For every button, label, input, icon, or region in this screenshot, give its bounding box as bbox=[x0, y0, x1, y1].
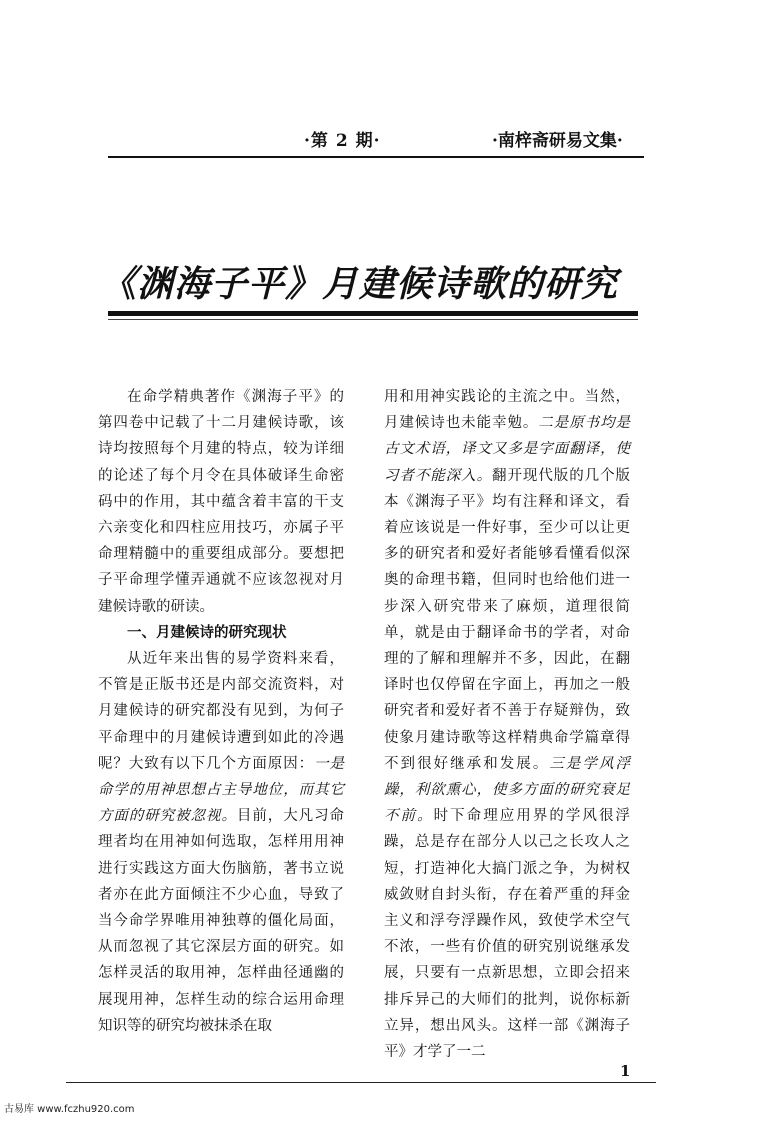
watermark: 古易库 www.fczhu920.com bbox=[4, 1104, 135, 1115]
issue-number: ·第 2 期· bbox=[304, 131, 381, 151]
emphasized-point: 三是学风浮躁，利欲熏心，使多方面的研究衰足不前。 bbox=[384, 755, 631, 825]
page-number: 1 bbox=[620, 1062, 631, 1080]
emphasized-point: 二是原书均是古文术语，译文又多是字面翻译，使习者不能深入。 bbox=[384, 415, 631, 484]
body-paragraph bbox=[98, 646, 344, 1039]
title-rule-thin bbox=[108, 319, 638, 320]
section-heading: 一、月建候诗的研究现状 bbox=[127, 623, 287, 641]
emphasized-point: 一是命学的用神思想占主导地位，而其它方面的研究被忽视。 bbox=[98, 755, 345, 825]
title-rule-thick bbox=[108, 311, 638, 316]
article-title: 《渊海子平》月建候诗歌的研究 bbox=[100, 264, 619, 305]
paragraph-text: 时下命理应用界的学风很浮躁，总是存在部分人以己之长攻人之短，打造神化大搞门派之争，为树权威敛财自封头衔，存在着严重的拜金主义和浮夸浮躁作风，致使学术空气不浓，一些有价值的研究别说继承发展，只要有一点新思想，立即会招来排斥异己的大师们的批判，说你标新立异，想出风头。这样一部《渊海子平》才学了一二 bbox=[384, 808, 631, 1061]
body-paragraph bbox=[384, 384, 630, 1065]
right-column bbox=[384, 384, 630, 1065]
paragraph-text: 从近年来出售的易学资料来看，不管是正版书还是内部交流资料，对月建候诗的研究都没有见到，为何子平命理中的月建候诗遭到如此的冷遇呢？大致有以下几个方面原因： bbox=[98, 651, 344, 772]
footer-rule bbox=[66, 1082, 656, 1083]
header-rule bbox=[108, 156, 644, 158]
paragraph-text: 目前，大凡习命理者均在用神如何选取，怎样用用神进行实践这方面大伤脑筋，著书立说者亦在此方面倾注不少心血，导致了当今命学界唯用神独尊的僵化局面，从而忽视了其它深层方面的研究。如怎样灵活的取用神，怎样曲径通幽的展现用神，怎样生动的综合运用命理知识等的研究均被抹杀在取 bbox=[98, 808, 345, 1034]
journal-name: ·南梓斋研易文集· bbox=[492, 131, 623, 151]
paragraph-text: 翻开现代版的几个版本《渊海子平》均有注释和译文，看着应该说是一件好事，至少可以让更多的研究者和爱好者能够看懂看似深奥的命理书籍，但同时也给他们进一步深入研究带来了麻烦，道理很简单，就是由于翻译命书的学者，对命理的了解和理解并不多，因此，在翻译时也仅停留在字面上，再加之一般研究者和爱好者不善于存疑辩伪，致使象月建诗歌等这样精典命学篇章得不到很好继承和发展。 bbox=[384, 467, 631, 772]
paragraph-text: 用和用神实践论的主流之中。当然，月建候诗也未能幸勉。 bbox=[384, 389, 630, 432]
intro-paragraph: 在命学精典著作《渊海子平》的第四卷中记载了十二月建候诗歌，该诗均按照每个月建的特点，较为详细的论述了每个月令在具体破译生命密码中的作用，其中蕴含着丰富的干支六亲变化和四柱应用技巧，亦属子平命理精髓中的重要组成部分。要想把子平命理学懂弄通就不应该忽视对月建候诗歌的研读。 bbox=[98, 389, 344, 615]
left-column bbox=[98, 384, 344, 1039]
